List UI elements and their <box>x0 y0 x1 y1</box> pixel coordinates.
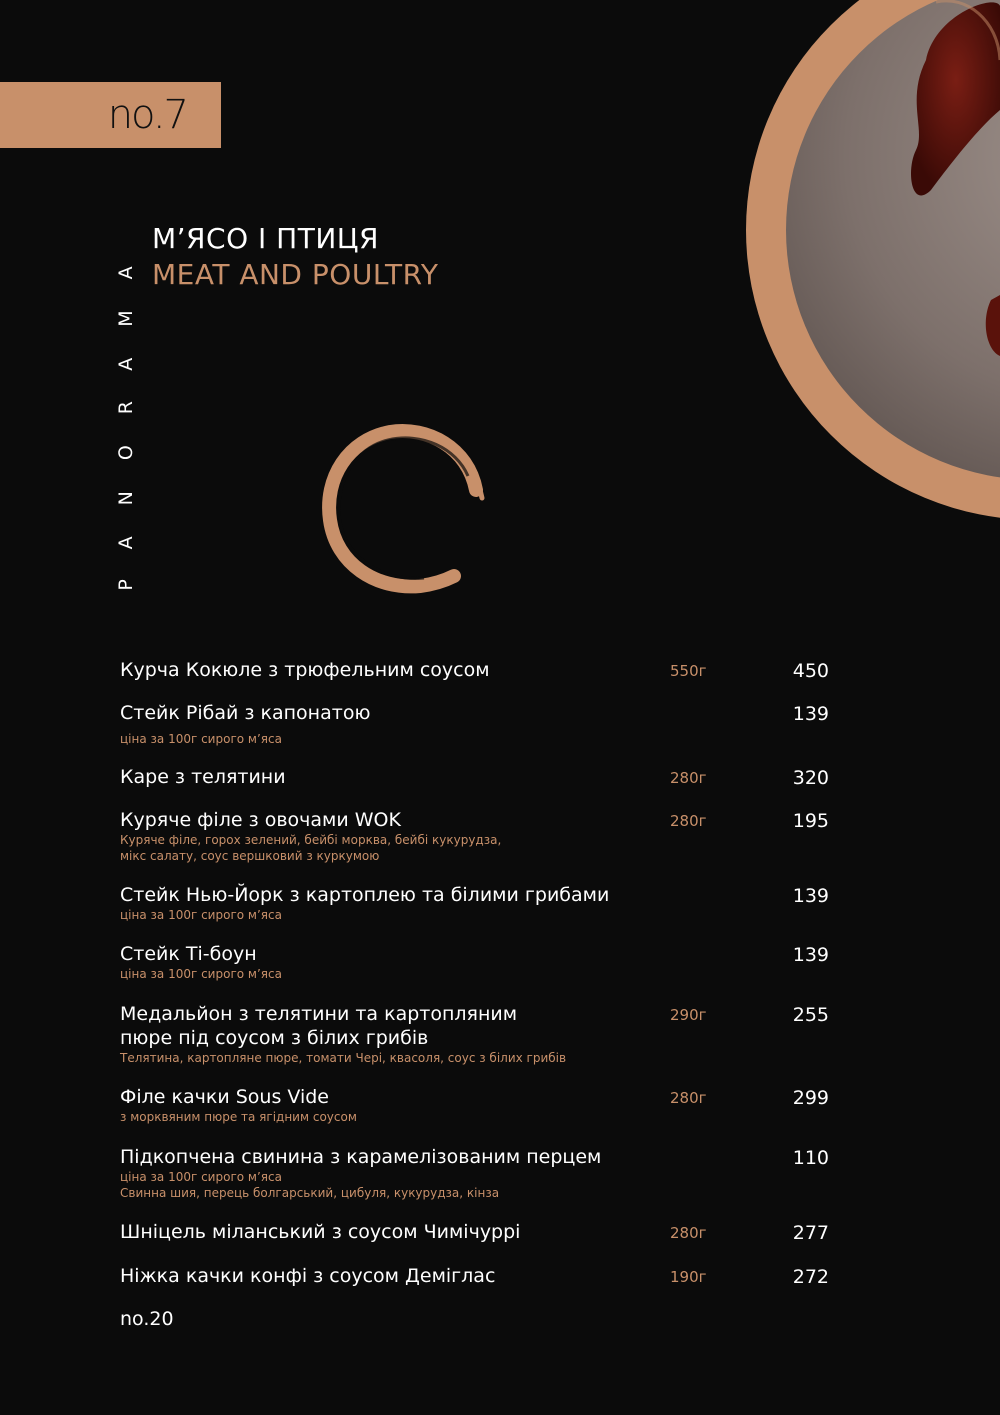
menu-item <box>120 658 832 701</box>
item-price: 139 <box>792 885 829 907</box>
brand-vertical: PANORAMA <box>115 235 137 591</box>
footer-page-number: no.20 <box>120 1308 174 1330</box>
item-note: Телятина, картопляне пюре, томати Чері, квасоля, соус з білих грибів <box>120 1051 567 1065</box>
item-name: Медальйон з телятини та картопляним пюре під соусом з білих грибів <box>120 1003 518 1049</box>
menu-item <box>120 808 832 883</box>
item-price: 320 <box>792 767 829 789</box>
item-price: 195 <box>792 810 829 832</box>
item-weight: 280г <box>670 769 707 787</box>
menu-item <box>120 1145 832 1220</box>
item-note: з морквяним пюре та ягідним соусом <box>120 1110 357 1124</box>
item-name: Шніцель міланський з соусом Чимічуррі <box>120 1221 521 1243</box>
item-name: Підкопчена свинина з карамелізованим перцем <box>120 1146 602 1168</box>
item-name: Філе качки Sous Vide <box>120 1086 329 1108</box>
item-price: 139 <box>792 703 829 725</box>
dish-photo <box>736 0 1000 520</box>
item-name: Стейк Нью-Йорк з картоплею та білими грибами <box>120 884 610 906</box>
item-name: Курча Кокюле з трюфельним соусом <box>120 659 490 681</box>
item-name: Каре з телятини <box>120 766 286 788</box>
brand-vertical-wrapper <box>106 228 146 598</box>
item-note: ціна за 100г сирого м’яса <box>120 732 282 746</box>
menu-item <box>120 883 832 942</box>
section-title-ua: М’ЯСО І ПТИЦЯ <box>152 222 379 255</box>
item-weight: 290г <box>670 1006 707 1024</box>
item-price: 450 <box>792 660 829 682</box>
item-weight: 550г <box>670 662 707 680</box>
item-name: Ніжка качки конфі з соусом Деміглас <box>120 1265 496 1287</box>
item-price: 272 <box>792 1266 829 1288</box>
item-price: 139 <box>792 944 829 966</box>
menu-item <box>120 765 832 808</box>
item-name: Куряче філе з овочами WOK <box>120 809 401 831</box>
section-title-en: MEAT AND POULTRY <box>152 258 439 291</box>
menu-list <box>120 658 832 1304</box>
page-number-badge <box>0 82 221 148</box>
menu-item <box>120 1002 832 1085</box>
menu-item <box>120 1085 832 1145</box>
menu-item <box>120 942 832 1002</box>
item-price: 277 <box>792 1222 829 1244</box>
item-note: ціна за 100г сирого м’яса <box>120 908 282 922</box>
menu-item <box>120 701 832 765</box>
item-weight: 280г <box>670 1089 707 1107</box>
item-price: 110 <box>792 1147 829 1169</box>
item-weight: 190г <box>670 1268 707 1286</box>
item-name: Стейк Ті-боун <box>120 943 257 965</box>
item-price: 255 <box>792 1004 829 1026</box>
item-name: Стейк Рібай з капонатою <box>120 702 371 724</box>
item-note: ціна за 100г сирого м’яса Свинна шия, перець болгарський, цибуля, кукурудза, кінза <box>120 1170 500 1200</box>
page-number: no.7 <box>107 92 187 138</box>
enso-brush-circle <box>318 418 494 596</box>
item-note: ціна за 100г сирого м’яса <box>120 967 282 981</box>
item-price: 299 <box>792 1087 829 1109</box>
item-note: Куряче філе, горох зелений, бейбі морква, бейбі кукурудза, мікс салату, соус вершковий з куркумою <box>120 833 502 863</box>
item-weight: 280г <box>670 812 707 830</box>
item-weight: 280г <box>670 1224 707 1242</box>
menu-item <box>120 1264 832 1304</box>
menu-item <box>120 1220 832 1264</box>
